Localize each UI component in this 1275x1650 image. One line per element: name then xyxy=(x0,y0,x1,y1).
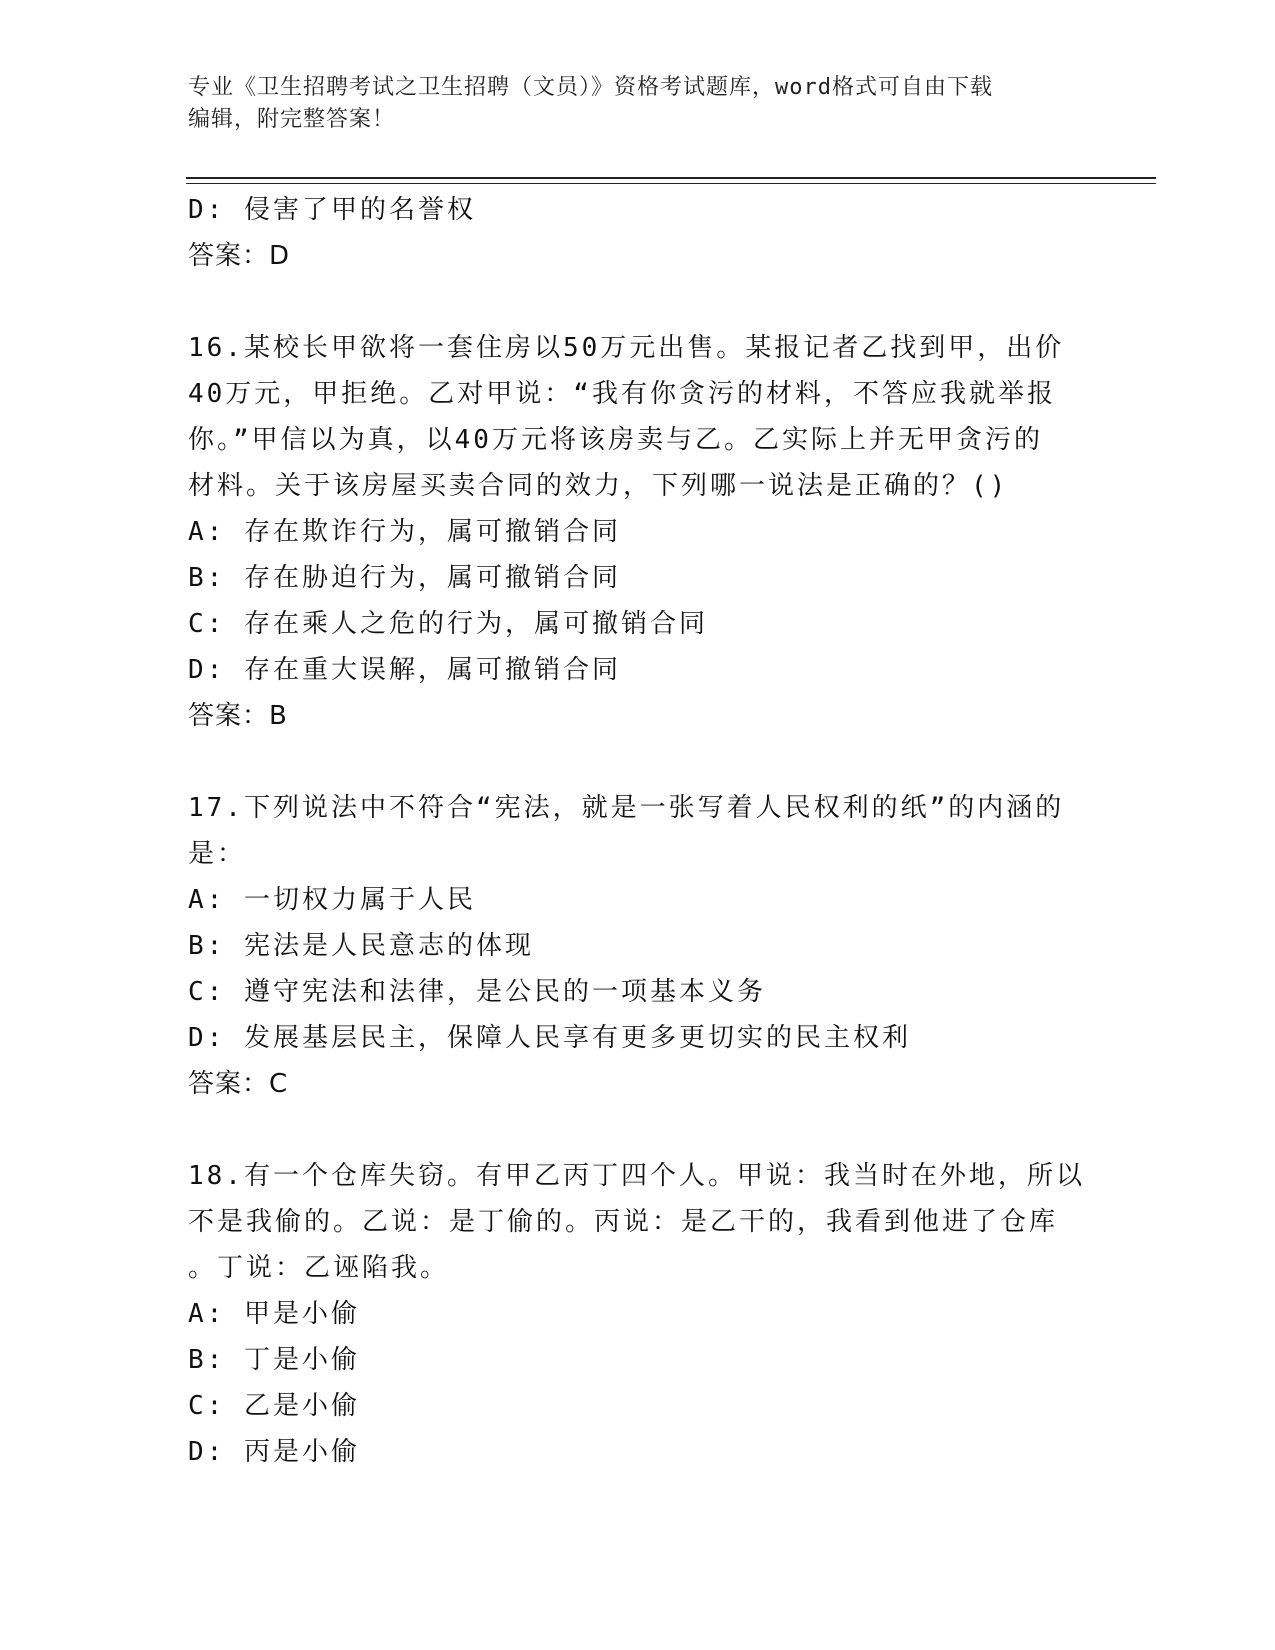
option-d: D: 发展基层民主，保障人民享有更多更切实的民主权利 xyxy=(188,1023,911,1053)
option-c: C: 乙是小偷 xyxy=(188,1391,360,1421)
question-text-line: 材料。关于该房屋买卖合同的效力，下列哪一说法是正确的？() xyxy=(188,471,1009,501)
question-text-line: 16.某校长甲欲将一套住房以50万元出售。某报记者乙找到甲，出价 xyxy=(188,333,1065,363)
question-list xyxy=(188,187,1088,1475)
option-a: A: 存在欺诈行为，属可撤销合同 xyxy=(188,517,621,547)
header-line: 编辑，附完整答案！ xyxy=(188,107,396,132)
option-d: D: 存在重大误解，属可撤销合同 xyxy=(188,655,621,685)
option-c: C: 存在乘人之危的行为，属可撤销合同 xyxy=(188,609,708,639)
question-16 xyxy=(188,325,1088,739)
option-a: A: 甲是小偷 xyxy=(188,1299,360,1329)
answer-line: 答案：B xyxy=(188,701,288,731)
option-b: B: 宪法是人民意志的体现 xyxy=(188,931,534,961)
question-text-line: 17.下列说法中不符合“宪法，就是一张写着人民权利的纸”的内涵的 xyxy=(188,793,1065,823)
question-text-line: 。丁说：乙诬陷我。 xyxy=(188,1253,450,1283)
question-17 xyxy=(188,785,1088,1107)
header-divider xyxy=(186,183,1156,184)
option-b: B: 存在胁迫行为，属可撤销合同 xyxy=(188,563,621,593)
header-divider xyxy=(186,177,1156,179)
option-d: D: 丙是小偷 xyxy=(188,1437,360,1467)
header-line: 专业《卫生招聘考试之卫生招聘（文员）》资格考试题库，word格式可自由下载 xyxy=(188,75,993,100)
question-text-line: 40万元，甲拒绝。乙对甲说：“我有你贪污的材料，不答应我就举报 xyxy=(188,379,1056,409)
question-text-line: 你。”甲信以为真，以40万元将该房卖与乙。乙实际上并无甲贪污的 xyxy=(188,425,1043,455)
question-text-line: 18.有一个仓库失窃。有甲乙丙丁四个人。甲说：我当时在外地，所以 xyxy=(188,1161,1085,1191)
option-d: D: 侵害了甲的名誉权 xyxy=(188,195,476,225)
option-a: A: 一切权力属于人民 xyxy=(188,885,476,915)
answer-line: 答案：D xyxy=(188,241,291,271)
page-header xyxy=(188,72,1088,136)
option-b: B: 丁是小偷 xyxy=(188,1345,360,1375)
question-text-line: 不是我偷的。乙说：是丁偷的。丙说：是乙干的，我看到他进了仓库 xyxy=(188,1207,1059,1237)
option-c: C: 遵守宪法和法律，是公民的一项基本义务 xyxy=(188,977,766,1007)
answer-line: 答案：C xyxy=(188,1069,289,1099)
question-18 xyxy=(188,1153,1088,1475)
question-text-line: 是： xyxy=(188,839,247,869)
